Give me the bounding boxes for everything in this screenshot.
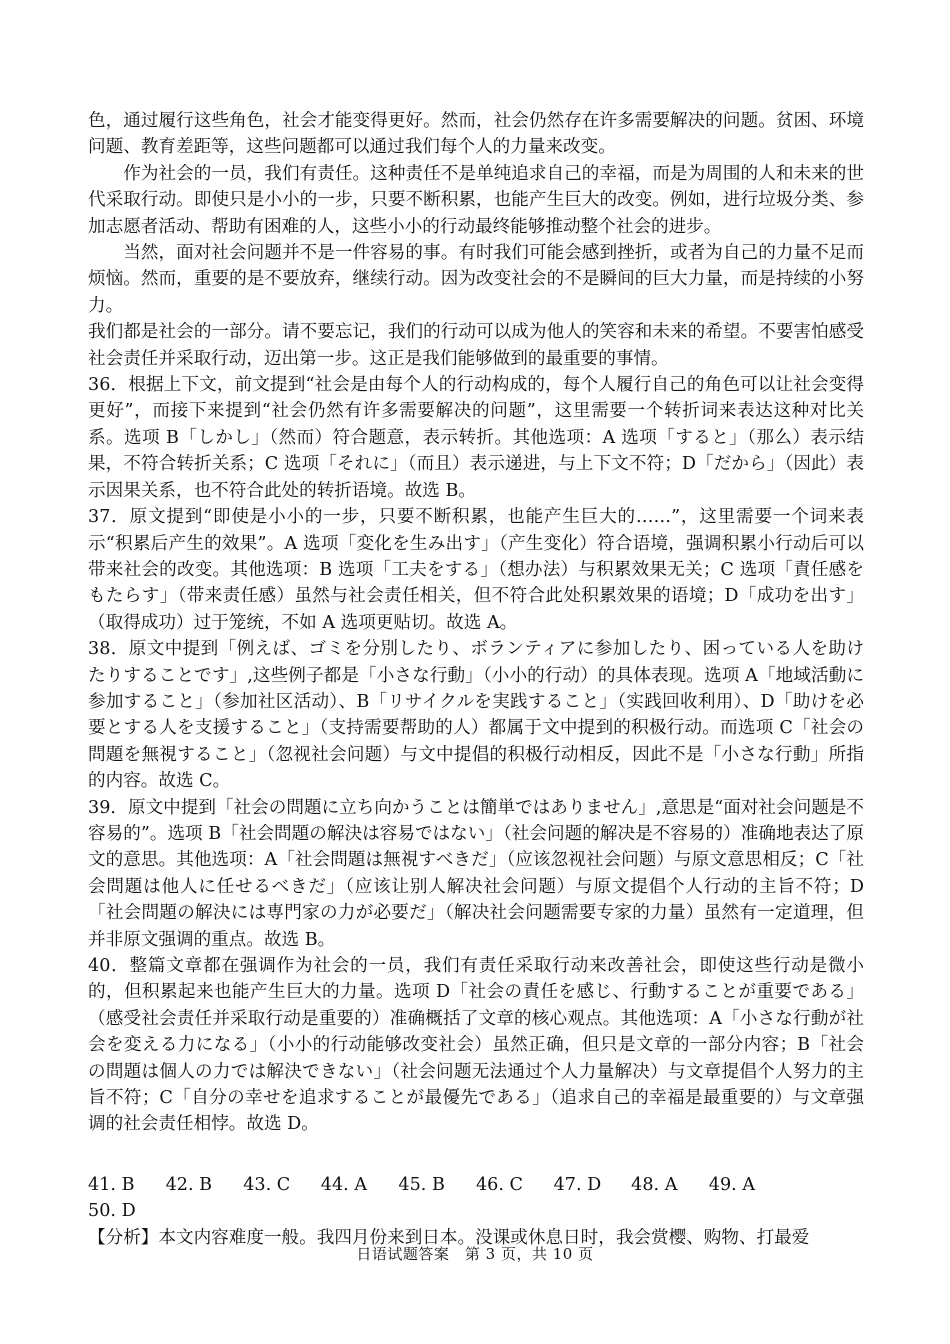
paragraph-continuation: 色，通过履行这些角色，社会才能变得更好。然而，社会仍然存在许多需要解决的问题。贫困、环境问题、教育差距等，这些问题都可以通过我们每个人的力量来改变。 bbox=[88, 111, 864, 158]
answer-46: 46. C bbox=[475, 1174, 524, 1195]
explanation-q38: 38．原文中提到「例えば、ゴミを分別したり、ボランティアに参加したり、困っている人を助けたりすることです」,这些例子都是「小さな行動」（小小的行动）的具体表现。选项 A「地域活動に参加すること」（参加社区活动）、B「リサイクルを実践すること」（实践回收利用）、D「助けを必要とする人を支援すること」（支持需要帮助的人）都属于文中提到的积极行动。而选项 C「社会の問題を無視すること」（忽视社会问题）与文中提倡的积极行动相反，因此不是「小さな行動」所指的内容。故选 C。 bbox=[88, 639, 864, 792]
paragraph-responsibility: 作为社会的一员，我们有责任。这种责任不是单纯追求自己的幸福，而是为周围的人和未来的世代采取行动。即使只是小小的一步，只要不断积累，也能产生巨大的改变。例如，进行垃圾分类、参加志愿者活动、帮助有困难的人，这些小小的行动最终能够推动整个社会的进步。 bbox=[88, 163, 864, 237]
paragraph-difficulty: 当然，面对社会问题并不是一件容易的事。有时我们可能会感到挫折，或者为自己的力量不足而烦恼。然而，重要的是不要放弃，继续行动。因为改变社会的不是瞬间的巨大力量，而是持续的小努力。 bbox=[88, 243, 864, 316]
answer-42: 42. B bbox=[165, 1174, 213, 1195]
answer-key-row bbox=[88, 1172, 864, 1225]
answer-47: 47. D bbox=[553, 1174, 602, 1195]
answer-44: 44. A bbox=[320, 1174, 368, 1195]
page-footer: 日语试题答案 第 3 页，共 10 页 bbox=[356, 1245, 594, 1263]
explanation-q39: 39．原文中提到「社会の問題に立ち向かうことは簡単ではありません」,意思是“面对社会问题是不容易的”。选项 B「社会問題の解決は容易ではない」（社会问题的解决是不容易的）准确地表达了原文的意思。其他选项：A「社会問題は無視すべきだ」（应该忽视社会问题）与原文意思相反；C「社会問題は他人に任せるべきだ」（应该让别人解决社会问题）与原文提倡个人行动的主旨不符；D「社会問題の解決には専門家の力が必要だ」（解决社会问题需要专家的力量）虽然有一定道理，但并非原文强调的重点。故选 B。 bbox=[88, 797, 864, 950]
answer-48: 48. A bbox=[631, 1174, 678, 1195]
analysis-paragraph: 【分析】本文内容难度一般。我四月份来到日本。没课或休息日时，我会赏樱、购物、打最爱 bbox=[88, 1227, 810, 1248]
answer-49: 49. A bbox=[708, 1174, 756, 1195]
paragraph-conclusion: 我们都是社会的一部分。请不要忘记，我们的行动可以成为他人的笑容和未来的希望。不要害怕感受社会责任并采取行动，迈出第一步。这正是我们能够做到的最重要的事情。 bbox=[88, 322, 864, 369]
explanation-q40: 40．整篇文章都在强调作为社会的一员，我们有责任采取行动来改善社会，即使这些行动是微小的，但积累起来也能产生巨大的力量。选项 D「社会の責任を感じ、行動することが重要である」（感受社会责任并采取行动是重要的）准确概括了文章的核心观点。其他选项：A「小さな行動が社会を変える力になる」（小小的行动能够改变社会）虽然正确，但只是文章的一部分内容；B「社会の問題は個人の力では解決できない」（社会问题无法通过个人力量解决）与文章提倡个人努力的主旨不符；C「自分の幸せを追求することが最優先である」（追求自己的幸福是最重要的）与文章强调的社会责任相悖。故选 D。 bbox=[88, 956, 864, 1135]
section-gap bbox=[88, 1138, 864, 1172]
explanation-q36: 36．根据上下文，前文提到“社会是由每个人的行动构成的，每个人履行自己的角色可以让社会变得更好”，而接下来提到“社会仍然有许多需要解决的问题”，这里需要一个转折词来表达这种对比关系。选项 B「しかし」（然而）符合题意，表示转折。其他选项：A 选项「すると」（那么）表示结果，不符合转折关系；C 选项「それに」（而且）表示递进，与上下文不符；D「だから」（因此）表示因果关系，也不符合此处的转折语境。故选 B。 bbox=[88, 375, 864, 501]
answer-50: 50. D bbox=[88, 1201, 136, 1222]
answer-43: 43. C bbox=[243, 1174, 291, 1195]
explanation-q37: 37．原文提到“即使是小小的一步，只要不断积累，也能产生巨大的……”，这里需要一个词来表示“积累后产生的效果”。A 选项「変化を生み出す」（产生变化）符合语境，强调积累小行动后可以带来社会的改变。其他选项：B 选项「工夫をする」（想办法）与积累效果无关；C 选项「責任感をもたらす」（带来责任感）虽然与社会责任相关，但不符合此处积累效果的语境；D「成功を出す」（取得成功）过于笼统，不如 A 选项更贴切。故选 A。 bbox=[88, 507, 864, 633]
answer-45: 45. B bbox=[398, 1174, 445, 1195]
answer-41: 41. B bbox=[88, 1174, 135, 1195]
document-body bbox=[88, 108, 864, 1251]
